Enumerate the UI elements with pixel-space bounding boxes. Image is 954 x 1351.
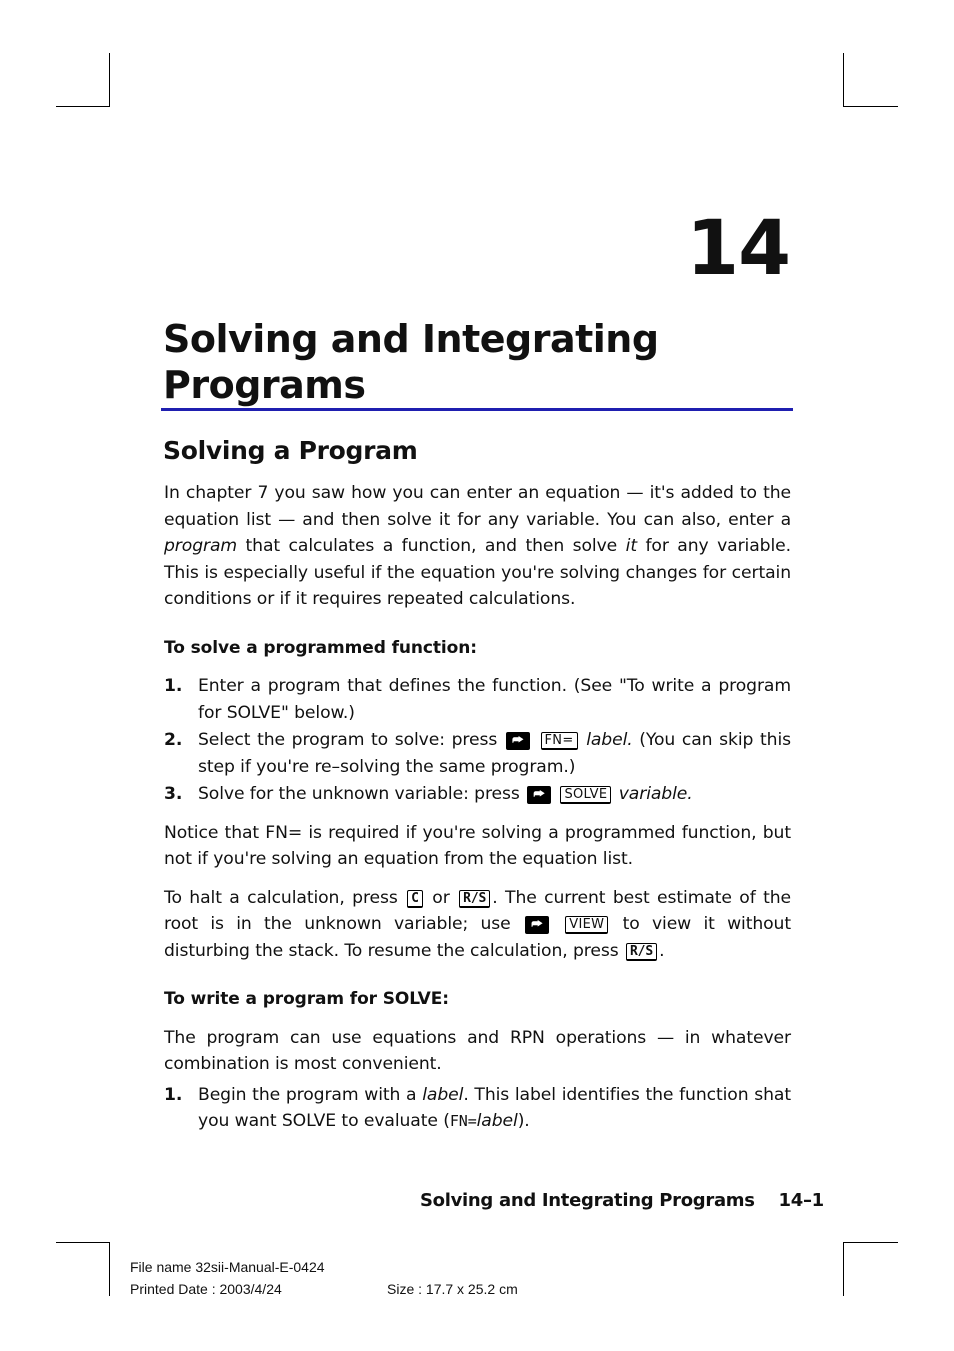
crop-mark-bottom-left-h: [56, 1242, 110, 1243]
run-stop-key: R/S: [459, 890, 490, 908]
procedure-heading-solve: To solve a programmed function:: [164, 637, 477, 658]
halt-text-5: .: [659, 940, 665, 961]
crop-mark-top-right-h: [843, 106, 898, 107]
halt-text-3: . The current best estimate of the root is in the unknown variable; use: [164, 887, 792, 934]
list-item: [164, 673, 791, 726]
intro-text-2: that calculates a function, and then solve: [237, 536, 626, 556]
notice-paragraph: Notice that FN= is required if you're solving a programmed function, but not if you're solving an equation from the equation list.: [164, 822, 791, 869]
step-number: 3.: [164, 784, 183, 804]
step-text: ).: [517, 1111, 530, 1131]
fn-equals-display: FN=: [449, 1112, 477, 1130]
title-rule: [161, 408, 793, 411]
crop-mark-bottom-left-v: [109, 1242, 110, 1296]
section-heading: Solving a Program: [163, 436, 418, 465]
fn-equals-key: FN=: [541, 732, 578, 750]
step-text: Select the program to solve: press: [198, 730, 504, 750]
step-emphasis-label: label: [476, 1111, 518, 1131]
chapter-title-line1: Solving and Integrating: [163, 317, 659, 361]
running-footer: Solving and Integrating Programs 14–1: [420, 1190, 824, 1211]
step-number: 2.: [164, 730, 183, 750]
intro-text-1: In chapter 7 you saw how you can enter an equation — it's added to the equation list — and then solve it for any variable. You can also, enter a: [164, 483, 791, 530]
step-emphasis-variable: variable.: [618, 784, 693, 804]
step-emphasis-label: label.: [586, 730, 633, 750]
step-number: 1.: [164, 1084, 183, 1105]
step-text: Solve for the unknown variable: press: [198, 784, 526, 804]
intro-text-3: for any variable. This is especially useful if the equation you're solving changes for certain conditions or if it requires repeated calculations.: [164, 536, 791, 609]
chapter-number: 14: [686, 203, 790, 292]
intro-paragraph: [164, 480, 791, 613]
intro-emphasis-it: it: [625, 536, 637, 556]
halt-paragraph: [164, 885, 791, 965]
list-item: [164, 727, 791, 780]
step-text: Enter a program that defines the function. (See "To write a program for SOLVE" below.): [198, 676, 791, 723]
crop-mark-top-left-v: [109, 53, 110, 107]
solve-steps-list: [164, 673, 791, 808]
chapter-title: [163, 316, 659, 408]
list-item: [164, 781, 791, 808]
step-emphasis-label: label: [422, 1084, 464, 1105]
crop-mark-bottom-right-v: [843, 1242, 844, 1296]
step-text: (You can skip this step if you're re–solving the same program.): [198, 730, 791, 777]
run-stop-key: R/S: [626, 943, 657, 961]
crop-mark-top-left-h: [56, 106, 110, 107]
intro-emphasis-program: program: [164, 536, 238, 556]
right-shift-key-icon: ⮫: [527, 786, 551, 804]
main-content: [164, 480, 791, 1147]
file-name-line: File name 32sii-Manual-E-0424: [130, 1259, 325, 1275]
crop-mark-top-right-v: [843, 53, 844, 107]
chapter-title-line2: Programs: [163, 363, 366, 407]
right-shift-key-icon: ⮫: [525, 916, 549, 934]
list-item: [164, 1082, 791, 1135]
step-text: . This label identifies the function shat you want SOLVE to evaluate (: [198, 1084, 791, 1131]
write-steps-list: [164, 1082, 791, 1135]
step-number: 1.: [164, 676, 183, 696]
right-shift-key-icon: ⮫: [506, 732, 530, 750]
view-key: VIEW: [565, 916, 608, 934]
write-intro-paragraph: The program can use equations and RPN operations — in whatever combination is most convenient.: [164, 1027, 791, 1074]
halt-text-2: or: [424, 887, 458, 908]
procedure-heading-write: To write a program for SOLVE:: [164, 989, 449, 1009]
halt-text-4: to view it without disturbing the stack. To resume the calculation, press: [164, 914, 791, 961]
printed-date-line: Printed Date : 2003/4/24: [130, 1281, 282, 1297]
crop-mark-bottom-right-h: [843, 1242, 898, 1243]
c-key: C: [407, 890, 423, 908]
halt-text-1: To halt a calculation, press: [164, 887, 406, 908]
file-info: [130, 1256, 325, 1300]
step-text: Begin the program with a: [198, 1084, 423, 1105]
solve-key: SOLVE: [560, 786, 611, 804]
size-line: Size : 17.7 x 25.2 cm: [387, 1281, 518, 1297]
